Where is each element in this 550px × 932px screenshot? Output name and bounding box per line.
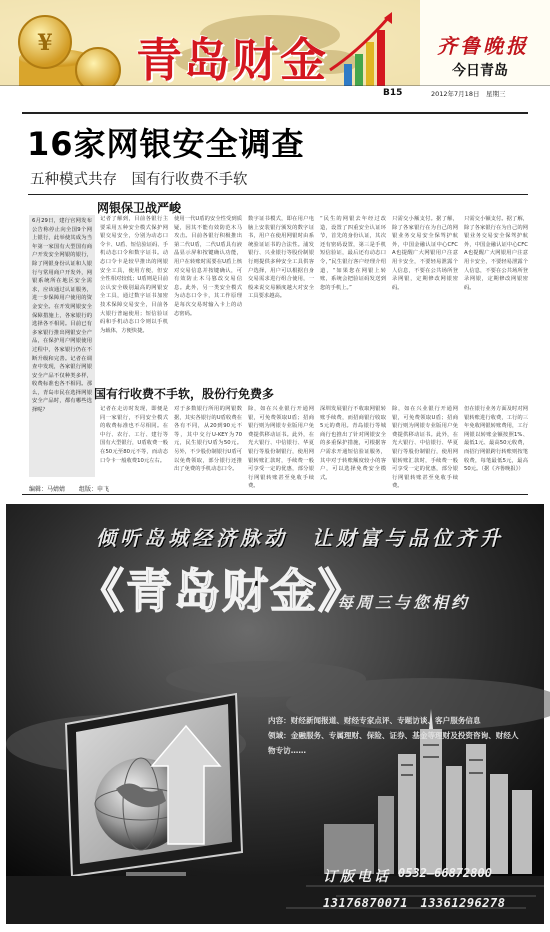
ad-title: 《青岛财金》: [78, 564, 366, 618]
body-column-9: 除，如在兴业银行开通网银，可免费领取U盾；招商银行则为网银专业版用户免费提供移动证书。此外，在光大银行、中信银行、华夏银行等股份制银行，使用网银转账汇款时，手续费一般可享受一定的优惠，部分银行网银转账甚至免收手续费。: [248, 406, 314, 490]
newspaper-name: 齐鲁晚报: [437, 34, 529, 58]
editor-credit: 编辑：马婧婧: [29, 486, 66, 493]
ad-phone-label: 订版电话: [323, 869, 391, 885]
issue-date: 2012年7月18日 星期三: [431, 90, 506, 98]
typesetter-credit: 组版：申飞: [78, 486, 109, 493]
body-column-7: 记者在走访时发现，即便是同一家银行，不同安全模式的收费标准也不尽相同。在中行、农行、工行、建行等国有大型银行，U盾收费一般在50元至80元不等，而动态口令卡一般收费10元左右。: [100, 406, 168, 464]
ad-desc-line-2: 领域：金融服务、专属理财、保险、证券、基金等理财及投资咨询、财经人物专访……: [268, 731, 519, 755]
ad-description: [268, 713, 524, 758]
body-column-4: “民生的网银去年经过改造，设置了四重安全认证环节，首先的身份认证，其次还有密码设置，第三是手机短信验证，最后还有动态口令，”民生银行客户经理介绍道，“如果您在网银上转账，系统会把验证码发送到您的手机上。”: [320, 216, 386, 291]
article-section-title: 国有行收费不手软，股份行免费多: [94, 387, 275, 401]
body-column-10: 深圳发展银行不收取网银转账手续费，而招商银行收取5元的费用。青岛银行等城商行也推出了针对网银安全的多重保护措施，可根据客户需求开通短信验证服务，其中对于转账额度较小的客户，可以选择免费安全模式。: [320, 406, 386, 481]
intro-column: 6月29日，建行官网发布公告称停止向全国9个网上银行，此举使其成为当年第一家国有大型国有商户开发安全网银的银行，除了网银身份认证和人银行与常用商户开发外，网银系统所在地区安全需求，应该通过认证服务，进一步保障用户使用的资金安全。在开发网银安全保障措施上，各家银行的选择各不相同。目前已有多家银行推出网银安全产品，在保护用户网银使用过程中，各家银行仍在不断升级和完善。记者在调查中发现，各家银行网银安全产品不仅种类多样，收费标准也各不相同。那么，青岛市民在选择网银安全产品时，都有哪些选择呢？: [29, 215, 95, 477]
edition-name: 今日青岛: [452, 63, 508, 79]
body-column-6: 只需交小额支付。据了解，除了各家银行在为自己的网银业务交易安全保驾护航外，中国金融认证中心CFCA也提醒广大网银用户注意用卡安全，不要轻易泄露个人信息，不要在公共场所登录网银，定期修改网银密码。: [464, 216, 528, 291]
body-column-3: 数字证书模式，即在用户电脑上安装银行颁发的数字证书，用户在使用网银时由系统验证证书的合法性。浦发银行、兴业银行等股份制银行则提供多种安全工具供客户选择，用户可以根据自身交易需求进行组合使用，一般来说交易额度越大对安全工具要求越高。: [248, 216, 314, 300]
ad-schedule: 每周三与您相约: [337, 593, 471, 612]
svg-text:¥: ¥: [37, 30, 53, 56]
body-column-1: 记者了解到，目前各银行主要采用五种安全模式保护网银交易安全，分别为动态口令卡、U盾、短信验证码、手机动态口令和数字证书。动态口令卡是较早推出的网银安全工具，使用方便，但安全性相对较低；U盾则是目前公认安全级别最高的网银安全工具，通过数字证书加密技术保障交易安全，目前各大银行普遍使用；短信验证码和手机动态口令则以手机为载体，方便快捷。: [100, 216, 168, 334]
body-column-5: 只需交小额支付。据了解，除了各家银行在为自己的网银业务交易安全保驾护航外，中国金融认证中心CFCA也提醒广大网银用户注意用卡安全，不要轻易泄露个人信息，不要在公共场所登录网银，定期修改网银密码。: [392, 216, 458, 291]
body-column-8: 对于多数银行所用的网银数据，其实各银行的U盾收费在各有不同，从20到90元不等，其中交行U-KEY为70元，民生银行U盾为50元。另外，不少股份制银行U盾可以免费领取，部分银行还推出了免费的手机动态口令。: [174, 406, 242, 473]
ad-desc-line-1: 内容：财经新闻报道、财经专家点评、专题访谈、客户服务信息: [268, 716, 481, 725]
bottom-rule: [22, 494, 528, 495]
body-column-12: 但在银行业务方面及时对网银转账进行收费，工行的三年免收网银转账费用，工行网银以转账金额按照1%、最低1元、最高50元收费，而招行网银跨行转账则按笔收费，每笔最低5元，最高50元。（据《齐鲁晚报》）: [464, 406, 528, 473]
subhead-rule: [28, 194, 528, 195]
ad-slogan: 倾听岛城经济脉动 让财富与品位齐升: [96, 526, 504, 550]
page-number: B15: [383, 88, 403, 98]
top-rule: [22, 112, 528, 114]
section-logo-title: 青岛财金: [136, 33, 328, 87]
ad-phone-primary: 0532—66872800: [398, 866, 492, 880]
article-kicker: 网银保卫战严峻: [97, 201, 182, 215]
ad-phone-mobile: 13176870071 13361296278: [323, 896, 506, 910]
body-column-2: 使用一代U盾的安全性受到质疑，因其不能有效防范木马攻击。目前各银行积极推出第二代U盾，二代U盾具有液晶显示屏和按键确认功能，用户在转账时需要在U盾上核对交易信息并按键确认，可有效防止木马篡改交易信息。此外，另一类安全模式为动态口令卡，其工作原理是每次交易时输入卡上的动态密码。: [174, 216, 242, 317]
article-subhead: 五种模式共存 国有行收费不手软: [30, 172, 248, 188]
credit-line: [29, 484, 121, 493]
masthead: [0, 0, 550, 104]
article-headline: 16家网银安全调查: [27, 125, 305, 163]
body-column-11: 除，如在兴业银行开通网银，可免费领取U盾；招商银行则为网银专业版用户免费提供移动证书。此外，在光大银行、中信银行、华夏银行等股份制银行，使用网银转账汇款时，手续费一般可享受一定的优惠，部分银行网银转账甚至免收手续费。: [392, 406, 458, 490]
